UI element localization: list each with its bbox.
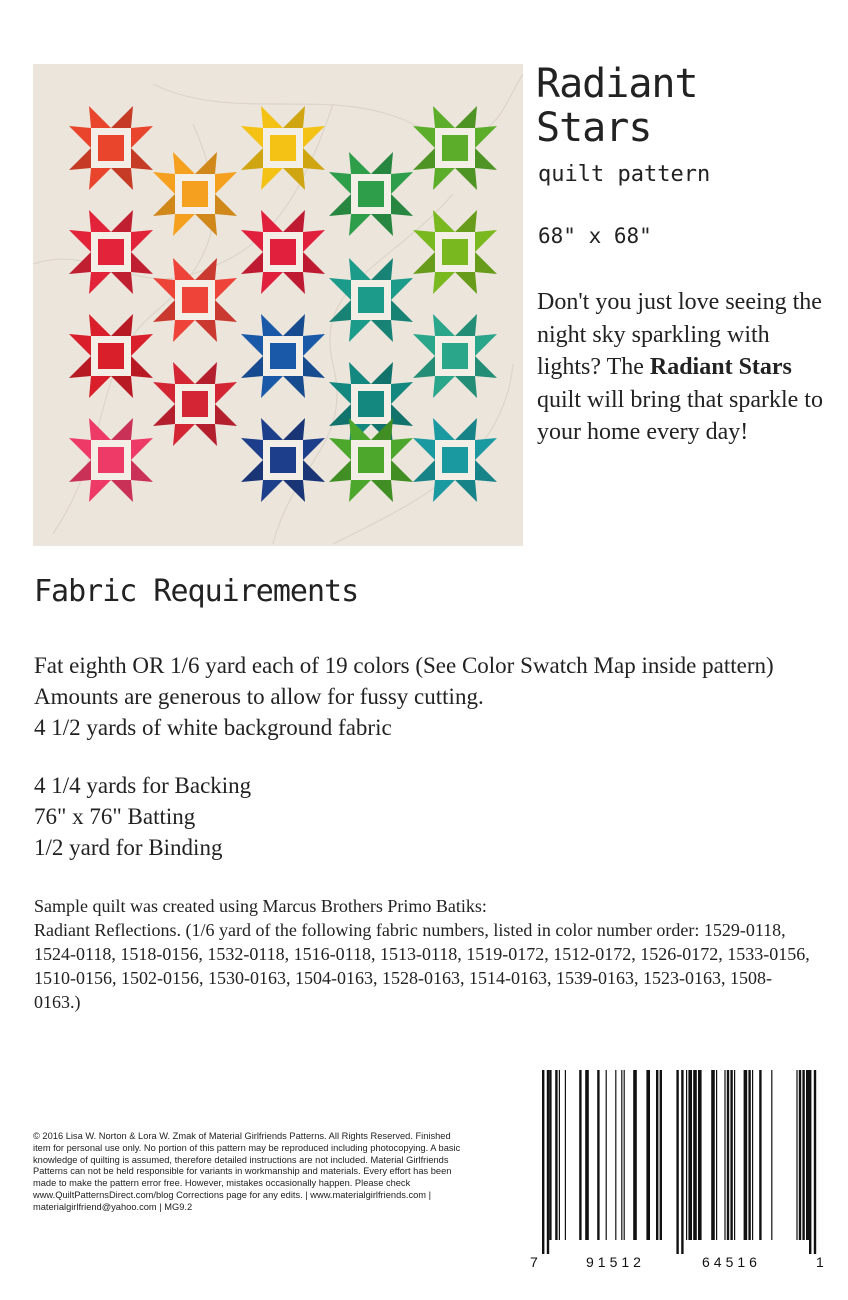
barcode-bar bbox=[585, 1070, 589, 1240]
star-center bbox=[98, 447, 124, 473]
star-center bbox=[270, 239, 296, 265]
star-center bbox=[442, 135, 468, 161]
star-center bbox=[98, 343, 124, 369]
star-center bbox=[442, 447, 468, 473]
quilt-size: 68" x 68" bbox=[538, 224, 652, 248]
star-center bbox=[182, 287, 208, 313]
barcode-bar bbox=[615, 1070, 616, 1240]
barcode-bar bbox=[802, 1070, 804, 1240]
barcode-bar bbox=[724, 1070, 725, 1240]
barcode-bar bbox=[752, 1070, 753, 1240]
star-center bbox=[270, 447, 296, 473]
quilt-photo bbox=[33, 64, 523, 546]
barcode-lead-digit: 7 bbox=[530, 1254, 538, 1270]
barcode-bar bbox=[796, 1070, 797, 1240]
description bbox=[537, 286, 837, 449]
star-center bbox=[358, 447, 384, 473]
description-after: quilt will bring that sparkle to your home every day! bbox=[537, 386, 823, 445]
barcode-bar bbox=[799, 1070, 801, 1240]
description-before: Don't you just love seeing the night sky sparkling with lights? The bbox=[537, 289, 822, 380]
star-center bbox=[442, 343, 468, 369]
star-center bbox=[358, 391, 384, 417]
requirements-block-2 bbox=[34, 770, 824, 863]
barcode-bar bbox=[579, 1070, 581, 1240]
barcode-bar bbox=[624, 1070, 625, 1240]
star-center bbox=[98, 239, 124, 265]
barcode-bar bbox=[688, 1070, 692, 1240]
barcode-bar bbox=[693, 1070, 697, 1240]
requirement-item: 76" x 76" Batting bbox=[34, 804, 196, 829]
barcode-bar bbox=[716, 1070, 717, 1240]
requirement-item: 1/2 yard for Binding bbox=[34, 835, 223, 860]
barcode-bar bbox=[555, 1070, 557, 1240]
description-bold: Radiant Stars bbox=[649, 354, 792, 380]
barcode-right-digits: 64516 bbox=[702, 1254, 761, 1270]
barcode-bar bbox=[633, 1070, 637, 1240]
star-center bbox=[270, 343, 296, 369]
star-center bbox=[182, 181, 208, 207]
barcode-bar bbox=[606, 1070, 607, 1240]
barcode-bar bbox=[734, 1070, 735, 1240]
requirement-item: 4 1/2 yards of white background fabric bbox=[34, 715, 392, 740]
fabric-requirements-heading: Fabric Requirements bbox=[34, 574, 359, 609]
barcode-bar bbox=[681, 1070, 683, 1254]
barcode-bar bbox=[660, 1070, 662, 1240]
barcode-bar bbox=[542, 1070, 544, 1254]
barcode-check-digit: 1 bbox=[816, 1254, 824, 1270]
title-line-1: Radiant bbox=[536, 61, 698, 107]
title-line-2: Stars bbox=[536, 105, 652, 151]
barcode bbox=[526, 1070, 830, 1280]
star-center bbox=[358, 287, 384, 313]
star-center bbox=[98, 135, 124, 161]
star-center bbox=[358, 181, 384, 207]
barcode-digits bbox=[526, 1254, 830, 1276]
barcode-bar bbox=[547, 1070, 549, 1254]
barcode-left-digits: 91512 bbox=[586, 1254, 645, 1270]
barcode-bar bbox=[597, 1070, 599, 1240]
barcode-bar bbox=[698, 1070, 702, 1240]
barcode-bar bbox=[565, 1070, 566, 1240]
barcode-bar bbox=[646, 1070, 650, 1240]
barcode-bar bbox=[711, 1070, 715, 1240]
barcode-bar bbox=[559, 1070, 560, 1240]
barcode-bar bbox=[771, 1070, 772, 1240]
barcode-bar bbox=[686, 1070, 687, 1240]
barcode-bar bbox=[730, 1070, 732, 1240]
star-center bbox=[442, 239, 468, 265]
star-center bbox=[182, 391, 208, 417]
barcode-bar bbox=[814, 1070, 816, 1254]
requirements-block-1 bbox=[34, 650, 824, 743]
sample-fabrics-note bbox=[34, 894, 814, 1014]
copyright-notice: © 2016 Lisa W. Norton & Lora W. Zmak of Material Girlfriends Patterns. All Rights Reserved. Finished item for personal use only. No portion of this pattern may be reproduced including photocopying. A basic knowledge of quilting is assumed, therefore detailed instructions are not included. Material Girlfriends Patterns can not be held responsible for variants in workmanship and materials. Every effort has been made to make the pattern error free. However, mistakes occasionally happen. Please check www.QuiltPatternsDirect.com/blog Corrections page for any edits. | www.materialgirlfriends.com | materialgirlfriend@yahoo.com | MG9.2 bbox=[33, 1131, 461, 1212]
sample-line-2: Radiant Reflections. (1/6 yard of the following fabric numbers, listed in color number order: 1529-0118, 1524-0118, 1518-0156, 1532-0118, 1516-0118, 1513-0118, 1519-0172, 1512-0172, 1526-0172, 1533-0156, 1510-0156, 1502-0156, 1530-0163, 1504-0163, 1528-0163, 1514-0163, 1539-0163, 1523-0163, 1508-0163.) bbox=[34, 920, 810, 1012]
barcode-bar bbox=[621, 1070, 622, 1240]
requirement-item: 4 1/4 yards for Backing bbox=[34, 773, 252, 798]
barcode-bar bbox=[656, 1070, 658, 1240]
requirement-item: Fat eighth OR 1/6 yard each of 19 colors (See Color Swatch Map inside pattern) Amounts are generous to allow for fussy cutting. bbox=[34, 653, 774, 709]
sample-line-1: Sample quilt was created using Marcus Brothers Primo Batiks: bbox=[34, 896, 487, 916]
barcode-bar bbox=[676, 1070, 678, 1254]
barcode-bar bbox=[744, 1070, 748, 1240]
barcode-bar bbox=[549, 1070, 551, 1240]
barcode-bar bbox=[727, 1070, 729, 1240]
pattern-title bbox=[536, 62, 698, 150]
barcode-bar bbox=[759, 1070, 761, 1240]
pattern-subtitle: quilt pattern bbox=[538, 162, 711, 187]
barcode-bar bbox=[809, 1070, 811, 1254]
star-center bbox=[270, 135, 296, 161]
barcode-bar bbox=[748, 1070, 750, 1240]
